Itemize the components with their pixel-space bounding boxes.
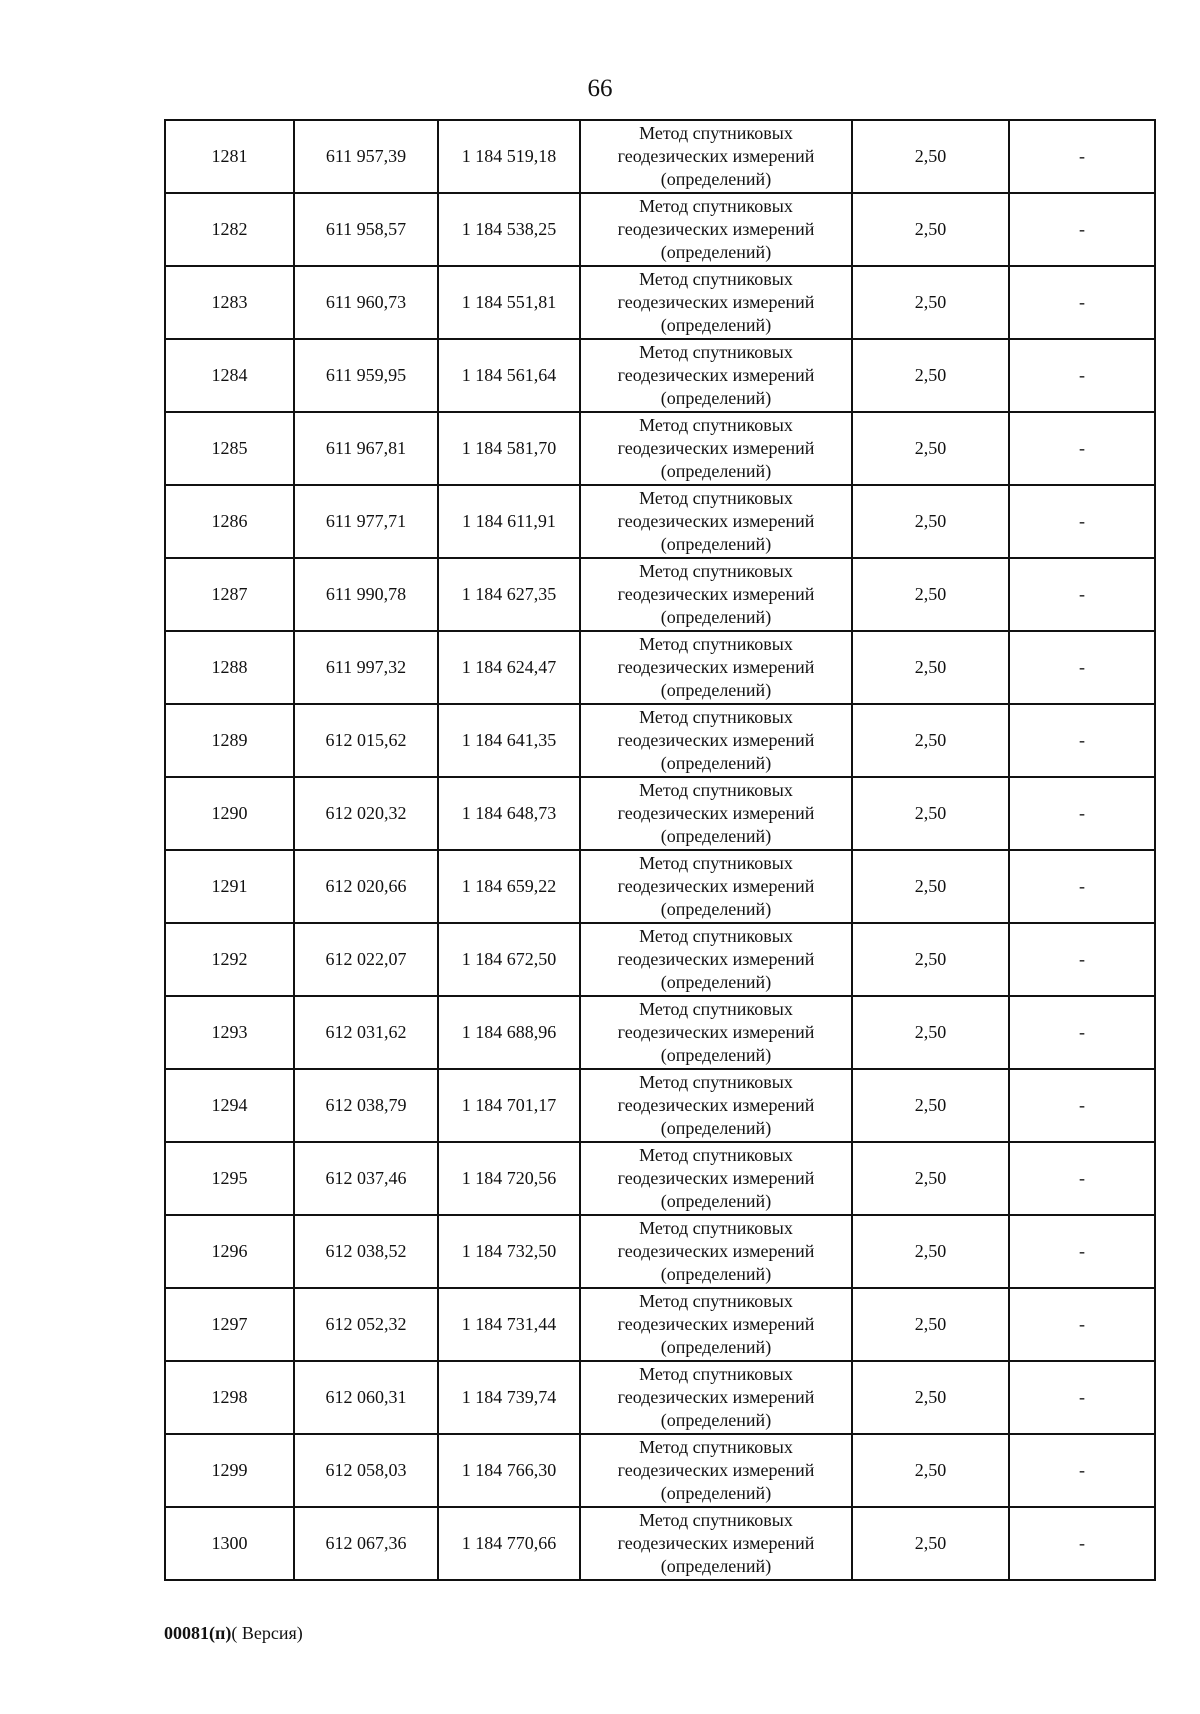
note-cell: - [1009, 1361, 1155, 1434]
point-number-cell: 1298 [165, 1361, 294, 1434]
method-line: геодезических измерений [617, 1460, 815, 1480]
method-line: Метод спутниковых [639, 853, 793, 873]
x-coordinate-cell: 612 037,46 [294, 1142, 438, 1215]
table-row [165, 1215, 1155, 1288]
point-number-cell: 1290 [165, 777, 294, 850]
y-coordinate-cell: 1 184 627,35 [438, 558, 580, 631]
document-version: ( Версия) [231, 1623, 303, 1643]
method-line: (определений) [660, 680, 772, 700]
note-cell: - [1009, 923, 1155, 996]
method-line: Метод спутниковых [639, 269, 793, 289]
method-line: Метод спутниковых [639, 488, 793, 508]
method-line: (определений) [660, 899, 772, 919]
accuracy-cell: 2,50 [852, 704, 1009, 777]
method-line: (определений) [660, 534, 772, 554]
x-coordinate-cell: 612 022,07 [294, 923, 438, 996]
note-cell: - [1009, 704, 1155, 777]
document-footer [164, 1622, 303, 1644]
method-line: геодезических измерений [617, 1095, 815, 1115]
accuracy-cell: 2,50 [852, 558, 1009, 631]
method-line: (определений) [660, 1264, 772, 1284]
point-number-cell: 1294 [165, 1069, 294, 1142]
method-line: геодезических измерений [617, 511, 815, 531]
table-row [165, 850, 1155, 923]
method-line: геодезических измерений [617, 219, 815, 239]
table-row [165, 704, 1155, 777]
accuracy-cell: 2,50 [852, 120, 1009, 193]
method-line: (определений) [660, 1483, 772, 1503]
accuracy-cell: 2,50 [852, 266, 1009, 339]
table-row [165, 120, 1155, 193]
accuracy-cell: 2,50 [852, 412, 1009, 485]
point-number-cell: 1291 [165, 850, 294, 923]
y-coordinate-cell: 1 184 688,96 [438, 996, 580, 1069]
method-cell [580, 1361, 852, 1434]
method-line: Метод спутниковых [639, 1218, 793, 1238]
method-line: Метод спутниковых [639, 342, 793, 362]
table-row [165, 1288, 1155, 1361]
point-number-cell: 1286 [165, 485, 294, 558]
point-number-cell: 1284 [165, 339, 294, 412]
method-line: (определений) [660, 1337, 772, 1357]
x-coordinate-cell: 611 957,39 [294, 120, 438, 193]
note-cell: - [1009, 1507, 1155, 1580]
method-line: геодезических измерений [617, 657, 815, 677]
y-coordinate-cell: 1 184 731,44 [438, 1288, 580, 1361]
note-cell: - [1009, 1069, 1155, 1142]
point-number-cell: 1281 [165, 120, 294, 193]
accuracy-cell: 2,50 [852, 1215, 1009, 1288]
method-cell [580, 1215, 852, 1288]
page-number: 66 [587, 75, 613, 102]
point-number-cell: 1292 [165, 923, 294, 996]
point-number-cell: 1300 [165, 1507, 294, 1580]
method-cell [580, 1507, 852, 1580]
point-number-cell: 1297 [165, 1288, 294, 1361]
method-cell [580, 1069, 852, 1142]
x-coordinate-cell: 612 031,62 [294, 996, 438, 1069]
method-cell [580, 412, 852, 485]
coordinates-table-body [165, 120, 1155, 1580]
accuracy-cell: 2,50 [852, 339, 1009, 412]
table-row [165, 996, 1155, 1069]
note-cell: - [1009, 485, 1155, 558]
y-coordinate-cell: 1 184 561,64 [438, 339, 580, 412]
method-line: (определений) [660, 315, 772, 335]
y-coordinate-cell: 1 184 611,91 [438, 485, 580, 558]
method-line: Метод спутниковых [639, 780, 793, 800]
accuracy-cell: 2,50 [852, 996, 1009, 1069]
method-line: (определений) [660, 388, 772, 408]
method-cell [580, 485, 852, 558]
method-line: (определений) [660, 972, 772, 992]
note-cell: - [1009, 339, 1155, 412]
method-cell [580, 704, 852, 777]
method-cell [580, 850, 852, 923]
method-line: (определений) [660, 753, 772, 773]
y-coordinate-cell: 1 184 720,56 [438, 1142, 580, 1215]
table-row [165, 1361, 1155, 1434]
method-line: геодезических измерений [617, 1314, 815, 1334]
method-cell [580, 631, 852, 704]
note-cell: - [1009, 996, 1155, 1069]
y-coordinate-cell: 1 184 551,81 [438, 266, 580, 339]
method-line: геодезических измерений [617, 949, 815, 969]
y-coordinate-cell: 1 184 538,25 [438, 193, 580, 266]
note-cell: - [1009, 558, 1155, 631]
point-number-cell: 1293 [165, 996, 294, 1069]
method-cell [580, 1142, 852, 1215]
method-cell [580, 193, 852, 266]
method-cell [580, 1288, 852, 1361]
x-coordinate-cell: 612 060,31 [294, 1361, 438, 1434]
table-row [165, 631, 1155, 704]
method-line: геодезических измерений [617, 876, 815, 896]
x-coordinate-cell: 612 020,32 [294, 777, 438, 850]
method-cell [580, 1434, 852, 1507]
point-number-cell: 1295 [165, 1142, 294, 1215]
method-line: Метод спутниковых [639, 123, 793, 143]
method-line: Метод спутниковых [639, 634, 793, 654]
method-line: геодезических измерений [617, 292, 815, 312]
method-line: геодезических измерений [617, 1022, 815, 1042]
accuracy-cell: 2,50 [852, 1361, 1009, 1434]
note-cell: - [1009, 266, 1155, 339]
method-line: Метод спутниковых [639, 1072, 793, 1092]
accuracy-cell: 2,50 [852, 1069, 1009, 1142]
y-coordinate-cell: 1 184 624,47 [438, 631, 580, 704]
method-line: (определений) [660, 1410, 772, 1430]
method-line: геодезических измерений [617, 365, 815, 385]
table-row [165, 1069, 1155, 1142]
table-row [165, 193, 1155, 266]
method-cell [580, 558, 852, 631]
coordinates-table [164, 119, 1156, 1581]
accuracy-cell: 2,50 [852, 923, 1009, 996]
table-row [165, 1507, 1155, 1580]
table-row [165, 1434, 1155, 1507]
accuracy-cell: 2,50 [852, 1507, 1009, 1580]
x-coordinate-cell: 612 052,32 [294, 1288, 438, 1361]
point-number-cell: 1299 [165, 1434, 294, 1507]
x-coordinate-cell: 611 977,71 [294, 485, 438, 558]
note-cell: - [1009, 193, 1155, 266]
x-coordinate-cell: 611 958,57 [294, 193, 438, 266]
accuracy-cell: 2,50 [852, 777, 1009, 850]
x-coordinate-cell: 611 960,73 [294, 266, 438, 339]
method-line: (определений) [660, 826, 772, 846]
x-coordinate-cell: 612 038,52 [294, 1215, 438, 1288]
method-line: геодезических измерений [617, 146, 815, 166]
table-row [165, 339, 1155, 412]
method-line: Метод спутниковых [639, 561, 793, 581]
method-line: (определений) [660, 461, 772, 481]
x-coordinate-cell: 611 959,95 [294, 339, 438, 412]
accuracy-cell: 2,50 [852, 631, 1009, 704]
method-line: Метод спутниковых [639, 1510, 793, 1530]
point-number-cell: 1282 [165, 193, 294, 266]
method-line: (определений) [660, 1556, 772, 1576]
accuracy-cell: 2,50 [852, 850, 1009, 923]
x-coordinate-cell: 612 067,36 [294, 1507, 438, 1580]
x-coordinate-cell: 611 997,32 [294, 631, 438, 704]
point-number-cell: 1285 [165, 412, 294, 485]
x-coordinate-cell: 611 967,81 [294, 412, 438, 485]
y-coordinate-cell: 1 184 732,50 [438, 1215, 580, 1288]
note-cell: - [1009, 1142, 1155, 1215]
table-row [165, 266, 1155, 339]
note-cell: - [1009, 777, 1155, 850]
y-coordinate-cell: 1 184 766,30 [438, 1434, 580, 1507]
method-line: Метод спутниковых [639, 1145, 793, 1165]
method-line: Метод спутниковых [639, 1291, 793, 1311]
table-row [165, 412, 1155, 485]
method-line: (определений) [660, 1045, 772, 1065]
method-line: Метод спутниковых [639, 707, 793, 727]
method-line: геодезических измерений [617, 1387, 815, 1407]
document-code: 00081(п) [164, 1623, 232, 1643]
method-line: геодезических измерений [617, 584, 815, 604]
point-number-cell: 1287 [165, 558, 294, 631]
x-coordinate-cell: 612 058,03 [294, 1434, 438, 1507]
method-line: геодезических измерений [617, 1241, 815, 1261]
method-line: геодезических измерений [617, 1168, 815, 1188]
table-row [165, 777, 1155, 850]
method-cell [580, 923, 852, 996]
x-coordinate-cell: 612 038,79 [294, 1069, 438, 1142]
method-line: Метод спутниковых [639, 1364, 793, 1384]
point-number-cell: 1296 [165, 1215, 294, 1288]
x-coordinate-cell: 612 020,66 [294, 850, 438, 923]
accuracy-cell: 2,50 [852, 485, 1009, 558]
method-line: (определений) [660, 1191, 772, 1211]
method-line: Метод спутниковых [639, 999, 793, 1019]
y-coordinate-cell: 1 184 701,17 [438, 1069, 580, 1142]
note-cell: - [1009, 120, 1155, 193]
y-coordinate-cell: 1 184 641,35 [438, 704, 580, 777]
method-line: (определений) [660, 607, 772, 627]
y-coordinate-cell: 1 184 519,18 [438, 120, 580, 193]
note-cell: - [1009, 1434, 1155, 1507]
accuracy-cell: 2,50 [852, 1288, 1009, 1361]
method-line: Метод спутниковых [639, 415, 793, 435]
point-number-cell: 1289 [165, 704, 294, 777]
table-row [165, 558, 1155, 631]
method-cell [580, 339, 852, 412]
table-row [165, 923, 1155, 996]
point-number-cell: 1283 [165, 266, 294, 339]
note-cell: - [1009, 1288, 1155, 1361]
y-coordinate-cell: 1 184 648,73 [438, 777, 580, 850]
y-coordinate-cell: 1 184 739,74 [438, 1361, 580, 1434]
method-line: Метод спутниковых [639, 926, 793, 946]
note-cell: - [1009, 850, 1155, 923]
method-cell [580, 777, 852, 850]
method-cell [580, 266, 852, 339]
method-line: геодезических измерений [617, 730, 815, 750]
method-line: геодезических измерений [617, 803, 815, 823]
x-coordinate-cell: 611 990,78 [294, 558, 438, 631]
method-line: (определений) [660, 169, 772, 189]
accuracy-cell: 2,50 [852, 1142, 1009, 1215]
method-line: геодезических измерений [617, 438, 815, 458]
method-line: (определений) [660, 1118, 772, 1138]
y-coordinate-cell: 1 184 770,66 [438, 1507, 580, 1580]
table-row [165, 485, 1155, 558]
y-coordinate-cell: 1 184 581,70 [438, 412, 580, 485]
table-row [165, 1142, 1155, 1215]
method-line: геодезических измерений [617, 1533, 815, 1553]
point-number-cell: 1288 [165, 631, 294, 704]
method-cell [580, 996, 852, 1069]
y-coordinate-cell: 1 184 659,22 [438, 850, 580, 923]
method-line: Метод спутниковых [639, 196, 793, 216]
accuracy-cell: 2,50 [852, 193, 1009, 266]
method-cell [580, 120, 852, 193]
x-coordinate-cell: 612 015,62 [294, 704, 438, 777]
method-line: (определений) [660, 242, 772, 262]
note-cell: - [1009, 412, 1155, 485]
y-coordinate-cell: 1 184 672,50 [438, 923, 580, 996]
method-line: Метод спутниковых [639, 1437, 793, 1457]
accuracy-cell: 2,50 [852, 1434, 1009, 1507]
note-cell: - [1009, 1215, 1155, 1288]
note-cell: - [1009, 631, 1155, 704]
